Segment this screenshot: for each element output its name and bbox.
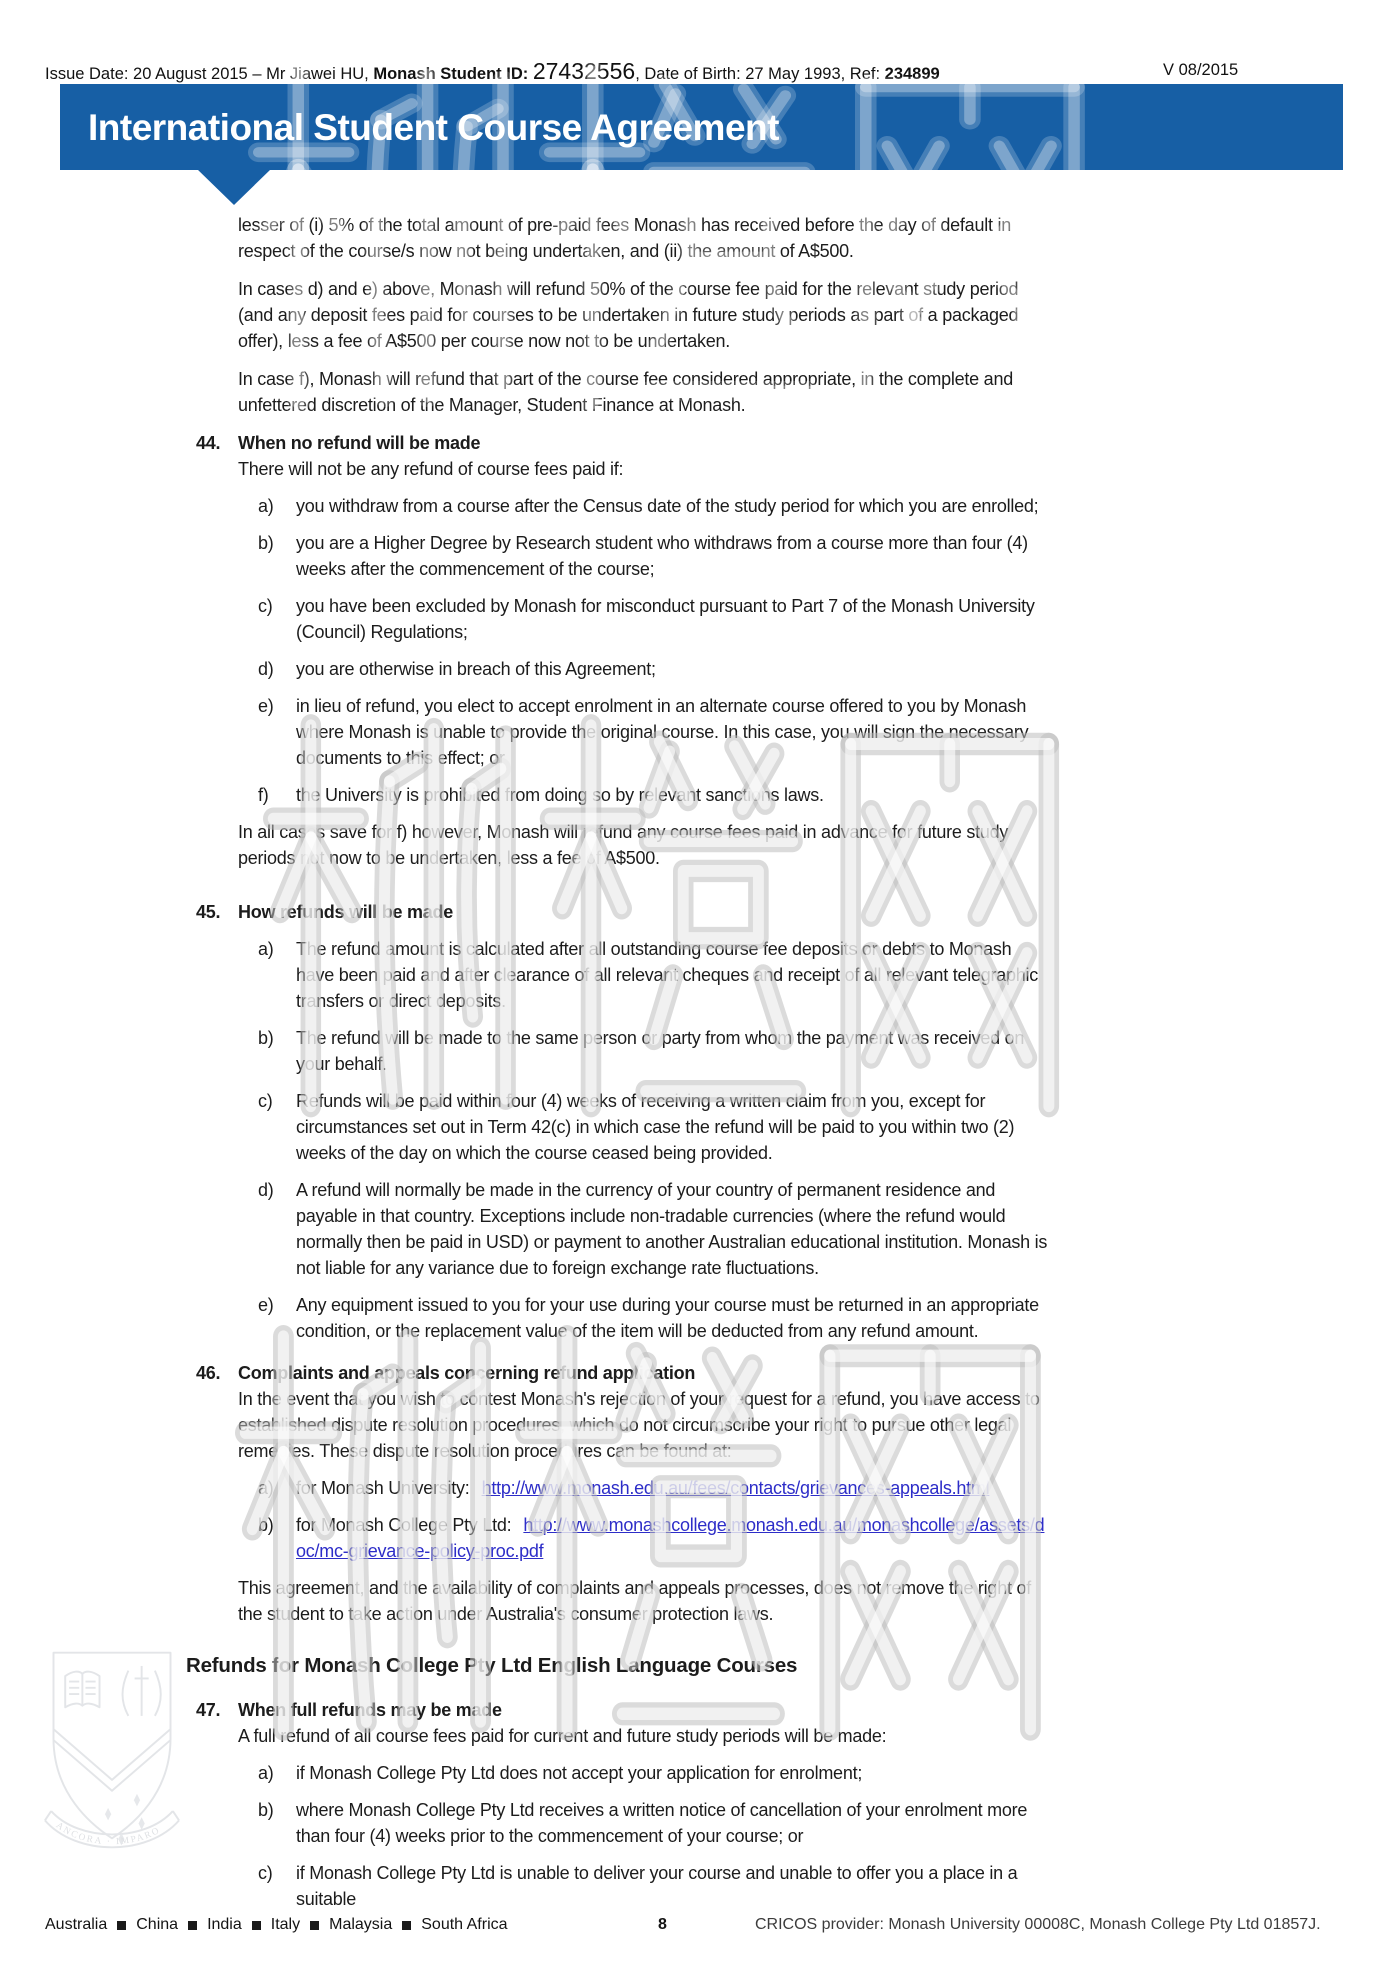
list-item — [238, 1797, 1048, 1849]
page-title: International Student Course Agreement — [88, 107, 779, 148]
list-item — [238, 1860, 1048, 1912]
list-item — [238, 936, 1048, 1014]
section-46 — [196, 1360, 1048, 1627]
list-item — [238, 1512, 1048, 1564]
page-number: 8 — [658, 1916, 667, 1933]
item-text: The refund amount is calculated after all outstanding course fee deposits or debts to Monash have been paid and after clearance of all relevant cheques and receipt of all relevant telegraphic transfers or direct deposits. — [296, 939, 1039, 1011]
monash-crest-watermark — [34, 1612, 190, 1904]
item-text: you are a Higher Degree by Research student who withdraws from a course more than four (4) weeks after the commencement of the course; — [296, 533, 1028, 579]
item-text: you withdraw from a course after the Census date of the study period for which you are enrolled; — [296, 496, 1039, 516]
continuation-paragraph: In case f), Monash will refund that part of the course fee considered appropriate, in the complete and unfettered discretion of the Manager, Student Finance at Monash. — [238, 369, 1013, 415]
item-text: in lieu of refund, you elect to accept enrolment in an alternate course offered to you by Monash where Monash is unable to provide the original course. In this case, you will sign the necessary documents to this effect; or — [296, 696, 1029, 768]
section-47 — [196, 1697, 1048, 1912]
section-outro: This agreement, and the availability of complaints and appeals processes, does not remove the right of the student to take action under Australia's consumer protection laws. — [238, 1578, 1031, 1624]
square-bullet-icon — [402, 1921, 411, 1930]
student-id-value: 27432556 — [532, 58, 636, 84]
square-bullet-icon — [252, 1921, 261, 1930]
list-item — [238, 530, 1048, 582]
square-bullet-icon — [117, 1921, 126, 1930]
subsection-heading: Refunds for Monash College Pty Ltd English Language Courses — [186, 1654, 798, 1677]
section-title: How refunds will be made — [238, 902, 454, 922]
item-letter: e) — [258, 1295, 274, 1315]
list-item — [238, 1475, 1048, 1501]
section-title: When no refund will be made — [238, 433, 481, 453]
cricos-provider-text: CRICOS provider: Monash University 00008C, Monash College Pty Ltd 01857J. — [755, 1916, 1321, 1933]
list-item — [238, 656, 1048, 682]
item-letter: b) — [258, 1800, 274, 1820]
version-label: V 08/2015 — [1163, 61, 1239, 79]
square-bullet-icon — [188, 1921, 197, 1930]
header-meta — [45, 58, 1360, 85]
item-text: you are otherwise in breach of this Agreement; — [296, 659, 656, 679]
section-outro: In all cases save for f) however, Monash will refund any course fees paid in advance for future study periods not now to be undertaken, less a fee of A$500. — [238, 822, 1009, 868]
item-letter: c) — [258, 1863, 273, 1883]
list-item — [238, 1177, 1048, 1281]
country-label: Italy — [270, 1916, 301, 1933]
section-number: 47. — [196, 1700, 221, 1720]
square-bullet-icon — [310, 1921, 319, 1930]
item-text: The refund will be made to the same person or party from whom the payment was received on your behalf. — [296, 1028, 1025, 1074]
item-text: where Monash College Pty Ltd receives a written notice of cancellation of your enrolment more than four (4) weeks prior to the commencement of your course; or — [296, 1800, 1028, 1846]
item-letter: d) — [258, 1180, 274, 1200]
section-intro: A full refund of all course fees paid for current and future study periods will be made: — [238, 1726, 887, 1746]
item-text: you have been excluded by Monash for misconduct pursuant to Part 7 of the Monash University (Council) Regulations; — [296, 596, 1035, 642]
item-letter: a) — [258, 1763, 274, 1783]
section-number: 46. — [196, 1363, 221, 1383]
country-label: Malaysia — [329, 1916, 393, 1933]
item-text: if Monash College Pty Ltd is unable to deliver your course and unable to offer you a place in a suitable — [296, 1863, 1018, 1909]
section-number: 44. — [196, 433, 221, 453]
student-id-label: Monash Student ID: — [373, 65, 529, 83]
country-label: India — [207, 1916, 242, 1933]
dob-ref-text: , Date of Birth: 27 May 1993, Ref: — [635, 65, 881, 83]
list-item — [238, 693, 1048, 771]
section-45 — [196, 899, 1048, 1344]
item-letter: a) — [258, 1478, 274, 1498]
item-text: Refunds will be paid within four (4) weeks of receiving a written claim from you, except for circumstances set out in Term 42(c) in which case the refund will be paid to you within two (2) weeks of the day on which the course ceased being provided. — [296, 1091, 1015, 1163]
crest-motto: ANCORA · IMPARO — [53, 1820, 163, 1848]
ref-value: 234899 — [884, 65, 940, 83]
banner-pointer-triangle — [197, 169, 271, 205]
item-letter: b) — [258, 1028, 274, 1048]
item-text — [296, 1475, 1048, 1501]
item-letter: c) — [258, 1091, 273, 1111]
item-text: if Monash College Pty Ltd does not accept your application for enrolment; — [296, 1763, 863, 1783]
item-letter: a) — [258, 939, 274, 959]
country-label: Australia — [45, 1916, 108, 1933]
section-title: When full refunds may be made — [238, 1700, 502, 1720]
list-item — [238, 493, 1048, 519]
section-title: Complaints and appeals concerning refund application — [238, 1363, 696, 1383]
list-item — [238, 1292, 1048, 1344]
section-intro: There will not be any refund of course fees paid if: — [238, 459, 624, 479]
continuation-paragraph: In cases d) and e) above, Monash will refund 50% of the course fee paid for the relevant study period (and any deposit fees paid for courses to be undertaken in future study periods as part of a packaged offer), less a fee of A$500 per course now not to be undertaken. — [238, 279, 1019, 351]
link-prefix: for Monash College Pty Ltd: — [296, 1515, 512, 1535]
item-letter: a) — [258, 496, 274, 516]
list-item — [238, 1760, 1048, 1786]
list-item — [238, 1088, 1048, 1166]
country-label: China — [136, 1916, 179, 1933]
section-44 — [196, 430, 1048, 871]
item-text — [296, 1512, 1048, 1564]
document-body — [186, 212, 1048, 1912]
item-text: Any equipment issued to you for your use during your course must be returned in an appropriate condition, or the replacement value of the item will be deducted from any refund amount. — [296, 1295, 1039, 1341]
item-text: the University is prohibited from doing so by relevant sanctions laws. — [296, 785, 824, 805]
page-footer — [45, 1916, 1365, 1946]
continuation-paragraph: lesser of (i) 5% of the total amount of pre-paid fees Monash has received before the day of default in respect of the course/s now not being undertaken, and (ii) the amount of A$500. — [238, 215, 1011, 261]
title-banner — [60, 84, 1343, 170]
item-letter: f) — [258, 785, 269, 805]
item-letter: c) — [258, 596, 273, 616]
hyperlink-monash-university-grievances[interactable]: http://www.monash.edu.au/fees/contacts/grievances-appeals.html — [481, 1478, 990, 1498]
section-number: 45. — [196, 902, 221, 922]
link-prefix: for Monash University: — [296, 1478, 470, 1498]
item-text: A refund will normally be made in the currency of your country of permanent residence and payable in that country. Exceptions include non-tradable currencies (where the refund would normally then be paid in USD) or payment to another Australian educational institution. Monash is not liable for any variance due to foreign exchange rate fluctuations. — [296, 1180, 1048, 1278]
hyperlink-monash-college-grievance-policy[interactable]: http://www.monashcollege.monash.edu.au/monashcollege/assets/doc/mc-grievance-policy-proc.pdf — [296, 1515, 1045, 1561]
item-letter: b) — [258, 533, 274, 553]
footer-countries — [45, 1916, 508, 1934]
list-item — [238, 593, 1048, 645]
item-letter: b) — [258, 1515, 274, 1535]
item-letter: e) — [258, 696, 274, 716]
section-intro: In the event that you wish to contest Monash's rejection of your request for a refund, you have access to established dispute resolution procedures, which do not circumscribe your right to pursue other legal remedies. These dispute resolution procedures can be found at: — [238, 1389, 1040, 1461]
item-letter: d) — [258, 659, 274, 679]
list-item — [238, 782, 1048, 808]
issue-date-text: Issue Date: 20 August 2015 – Mr Jiawei HU, — [45, 65, 369, 83]
country-label: South Africa — [421, 1916, 508, 1933]
list-item — [238, 1025, 1048, 1077]
